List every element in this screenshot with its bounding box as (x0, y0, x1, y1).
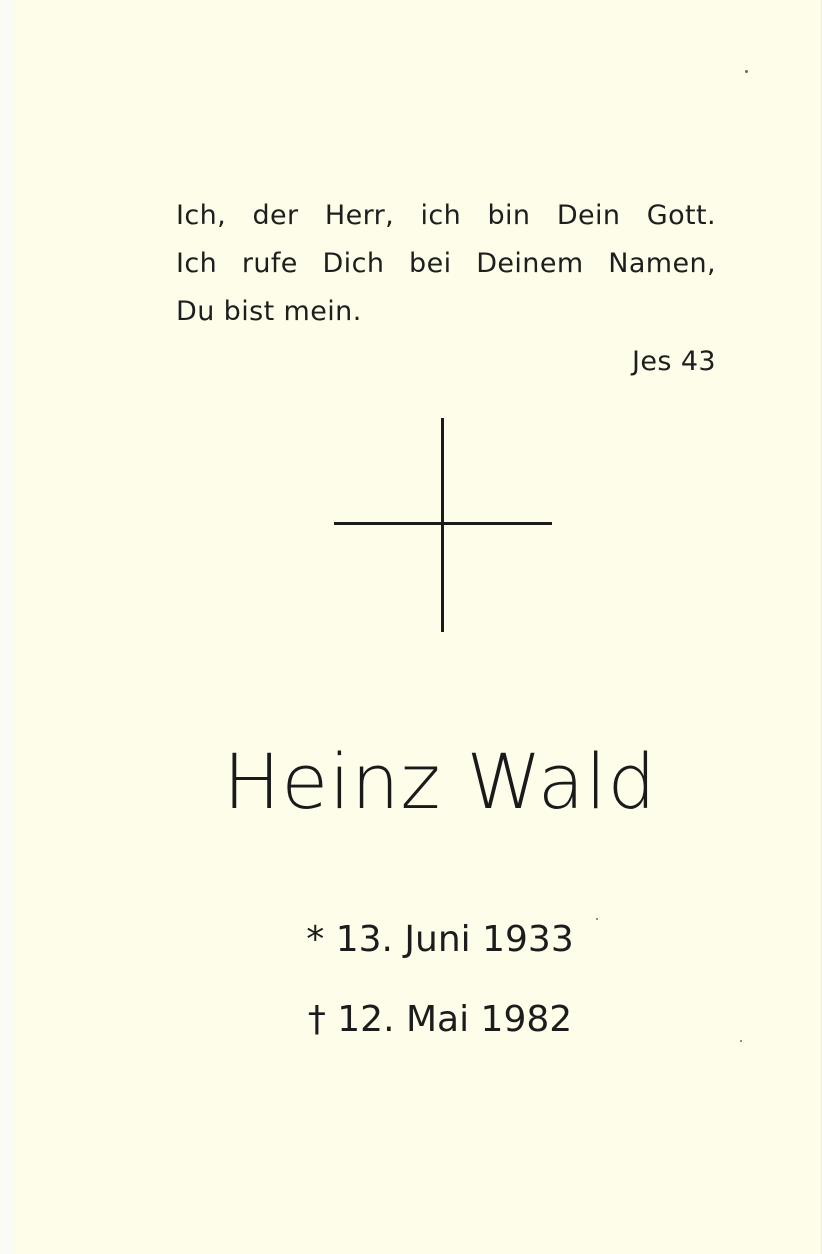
cross-horizontal-bar (334, 522, 552, 525)
verse-line-1: Ich, der Herr, ich bin Dein Gott. (176, 200, 716, 231)
cross-vertical-bar (441, 418, 444, 632)
birth-date: * 13. Juni 1933 (306, 919, 574, 960)
paper-speck (740, 1040, 742, 1042)
verse-line-3: Du bist mein. (176, 296, 362, 327)
cross-icon (334, 418, 552, 632)
verse-line-2: Ich rufe Dich bei Deinem Namen, (176, 248, 716, 279)
death-date: † 12. Mai 1982 (307, 999, 573, 1040)
paper-speck (745, 70, 748, 73)
deceased-name: Heinz Wald (223, 737, 657, 826)
paper-speck (596, 918, 598, 920)
life-dates (200, 900, 680, 1060)
card-edge (0, 0, 14, 1254)
verse-reference: Jes 43 (632, 346, 716, 377)
bible-verse (176, 192, 716, 386)
